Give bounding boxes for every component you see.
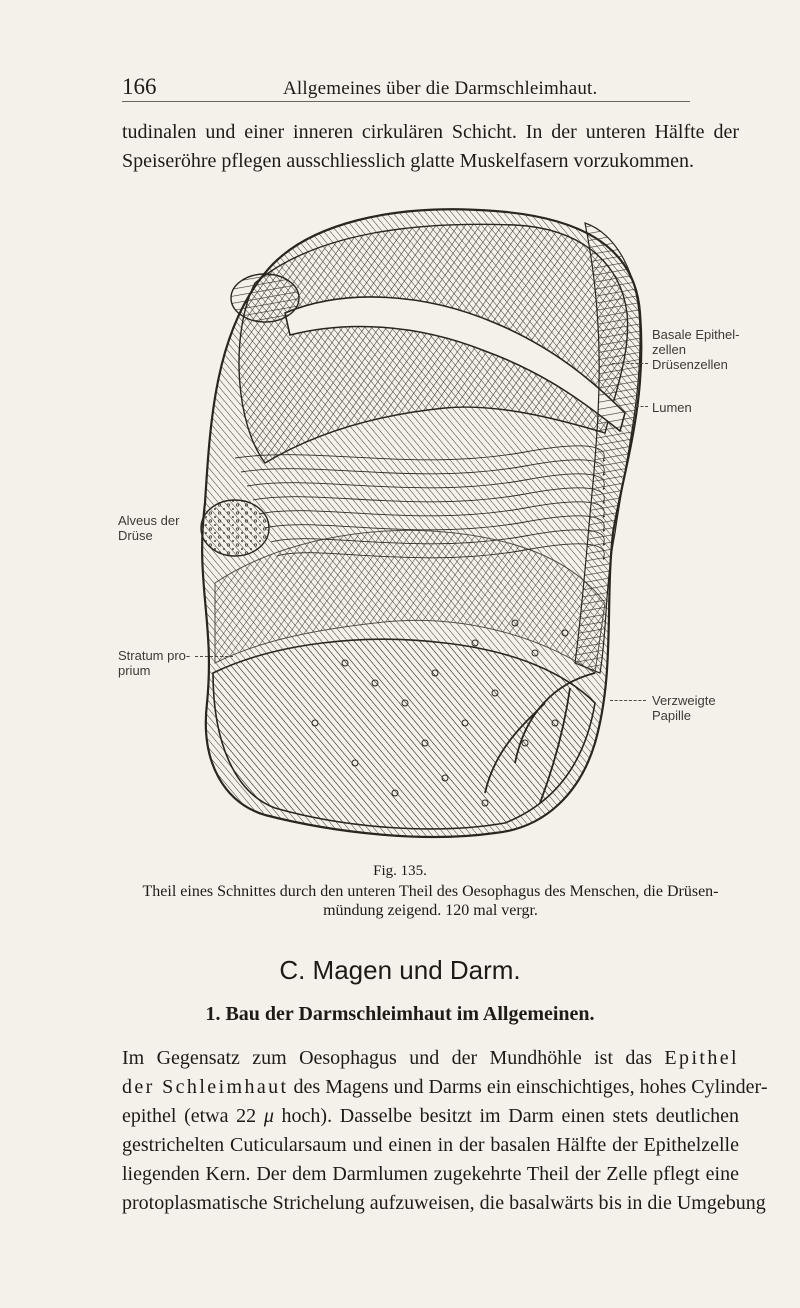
label-line: Verzweigte xyxy=(652,693,716,708)
text-line: gestrichelten Cuticularsaum und einen in der basalen Hälfte der Epithelzelle xyxy=(122,1134,739,1156)
page-number: 166 xyxy=(122,74,157,99)
section-title: C. Magen und Darm. xyxy=(279,955,521,985)
emphasized-term: Epithel xyxy=(664,1047,739,1069)
label-alveus-der-druese xyxy=(118,513,179,543)
label-basale-epithelzellen xyxy=(652,327,739,357)
caption-line: Theil eines Schnittes durch den unteren Theil des Oesophagus des Menschen, die Drüsen- xyxy=(142,883,719,900)
label-line: Drüse xyxy=(118,528,153,543)
lower-epithelium-region xyxy=(213,639,595,829)
subsection-heading: 1. Bau der Darmschleimhaut im Allgemeinen. xyxy=(205,1003,595,1025)
mu-symbol: μ xyxy=(263,1105,274,1127)
label-line: zellen xyxy=(652,342,686,357)
label-lumen: Lumen xyxy=(652,400,692,415)
text-line: Speiseröhre pflegen ausschliesslich glatte Muskelfasern vorzukommen. xyxy=(122,150,695,172)
label-stratum-proprium xyxy=(118,648,190,678)
gland-alveolus-upper xyxy=(231,274,299,322)
leader-line-stratum xyxy=(195,656,233,657)
label-druesenzellen: Drüsenzellen xyxy=(652,357,728,372)
label-line: Basale Epithel- xyxy=(652,327,740,342)
histology-illustration xyxy=(195,203,650,848)
header-rule xyxy=(122,101,690,102)
text-line: tudinalen und einer inneren cirkulären Schicht. In der unteren Hälfte der xyxy=(122,121,739,143)
running-title: Allgemeines über die Darmschleimhaut. xyxy=(283,78,598,99)
text-line: liegenden Kern. Der dem Darmlumen zugekehrte Theil der Zelle pflegt eine xyxy=(122,1163,739,1185)
text-run: epithel (etwa 22 xyxy=(122,1105,264,1127)
label-line: prium xyxy=(118,663,151,678)
text-line xyxy=(122,1044,739,1073)
text-line: protoplasmatische Strichelung aufzuweisen, die basalwärts bis in die Umgebung xyxy=(122,1192,766,1214)
label-verzweigte-papille xyxy=(652,693,716,723)
intro-paragraph xyxy=(122,118,739,176)
text-run: hoch). Dasselbe besitzt im Darm einen stets deutlichen xyxy=(273,1105,739,1127)
leader-line-druesenzellen xyxy=(612,363,648,364)
label-line: Stratum pro- xyxy=(118,648,191,663)
oesophagus-section-drawing xyxy=(195,203,650,848)
body-paragraph xyxy=(122,1044,768,1218)
emphasized-term: der Schleimhaut xyxy=(122,1076,289,1098)
text-line xyxy=(122,1102,739,1131)
text-run: des Magens und Darms ein einschichtiges, hohes Cylinder- xyxy=(288,1076,768,1098)
caption-line: mündung zeigend. 120 mal vergr. xyxy=(323,902,538,919)
text-run: Im Gegensatz zum Oesophagus und der Mundhöhle ist das xyxy=(122,1047,665,1069)
leader-line-lumen xyxy=(636,406,648,407)
label-line: Papille xyxy=(652,708,692,723)
figure-number: Fig. 135. xyxy=(373,863,427,879)
figure-caption xyxy=(122,882,739,920)
text-line xyxy=(122,1073,768,1102)
leader-line-papille xyxy=(610,700,646,701)
gland-alveolus xyxy=(201,500,269,556)
label-line: Alveus der xyxy=(118,513,180,528)
